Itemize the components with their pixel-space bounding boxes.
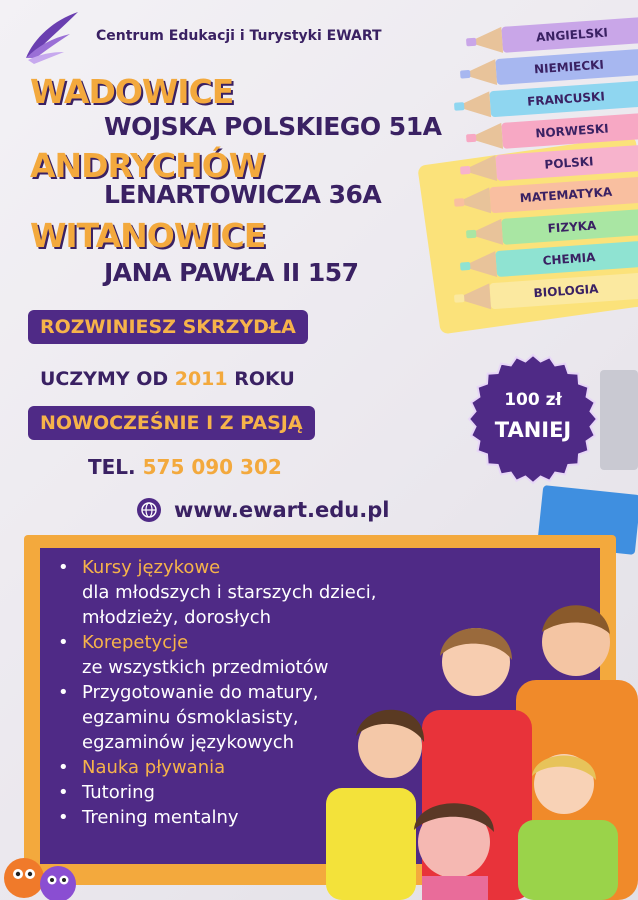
pencil-lead <box>454 102 465 111</box>
street-wadowice: WOJSKA POLSKIEGO 51A <box>104 112 442 141</box>
children-photo <box>326 580 638 900</box>
city-andrychow: ANDRYCHÓW <box>30 146 265 185</box>
tel-number[interactable]: 575 090 302 <box>142 455 282 479</box>
pencil-lead <box>466 230 477 239</box>
badge-price: 100 zł <box>504 390 562 410</box>
offer-title: Trening mentalny <box>82 807 239 828</box>
offer-title: Nauka pływania <box>82 757 226 778</box>
offer-detail: egzaminu ósmoklasisty, <box>82 707 299 728</box>
offer-title: Kursy językowe <box>82 557 221 578</box>
pencil-lead <box>466 134 477 143</box>
pencil-lead <box>454 294 465 303</box>
pencil-lead <box>460 166 471 175</box>
city-witanowice: WITANOWICE <box>30 216 266 255</box>
offer-detail: dla młodszych i starszych dzieci, <box>82 582 377 603</box>
mascot-monsters <box>2 850 82 900</box>
tel-label: TEL. <box>88 455 143 479</box>
slogan-wings: ROZWINIESZ SKRZYDŁA <box>28 310 308 344</box>
street-witanowice: JANA PAWŁA II 157 <box>104 258 359 287</box>
pencil-label: FIZYKA <box>547 218 597 236</box>
badge-word: TANIEJ <box>494 418 572 442</box>
pencil-label: POLSKI <box>544 154 594 172</box>
since-year: 2011 <box>174 368 228 390</box>
pencil-label: ANGIELSKI <box>535 25 609 45</box>
offer-title: Przygotowanie do matury, <box>82 682 319 703</box>
pencil-label: MATEMATYKA <box>519 184 613 206</box>
sharpener <box>600 370 638 470</box>
pencil-label: NORWESKI <box>534 121 610 141</box>
pencil-label: BIOLOGIA <box>533 281 599 301</box>
offer-detail: ze wszystkich przedmiotów <box>82 657 329 678</box>
pencil-lead <box>466 38 477 47</box>
pencil-label: FRANCUSKI <box>526 89 606 109</box>
street-andrychow: LENARTOWICZA 36A <box>104 180 382 209</box>
pencil-lead <box>460 262 471 271</box>
pencil-label: NIEMIECKI <box>533 57 605 77</box>
pencil-lead <box>460 70 471 79</box>
wing-logo-icon <box>20 8 80 66</box>
slogan-modern: NOWOCZEŚNIE I Z PASJĄ <box>28 406 315 440</box>
offer-title: Korepetycje <box>82 632 189 653</box>
phone-line <box>88 455 282 479</box>
since-prefix: UCZYMY OD <box>40 368 175 390</box>
slogan-since <box>40 368 295 390</box>
pencil-lead <box>454 198 465 207</box>
org-name: Centrum Edukacji i Turystyki EWART <box>96 28 382 44</box>
offer-detail: młodzieży, dorosłych <box>82 607 272 628</box>
website-line <box>136 497 389 523</box>
offer-detail: egzaminów językowych <box>82 732 295 753</box>
discount-badge <box>466 352 600 486</box>
since-suffix: ROKU <box>227 368 295 390</box>
offer-title: Tutoring <box>82 782 155 803</box>
website-link[interactable]: www.ewart.edu.pl <box>174 498 390 522</box>
globe-icon <box>136 497 162 523</box>
pencil-label: CHEMIA <box>542 250 596 268</box>
city-wadowice: WADOWICE <box>30 72 234 111</box>
